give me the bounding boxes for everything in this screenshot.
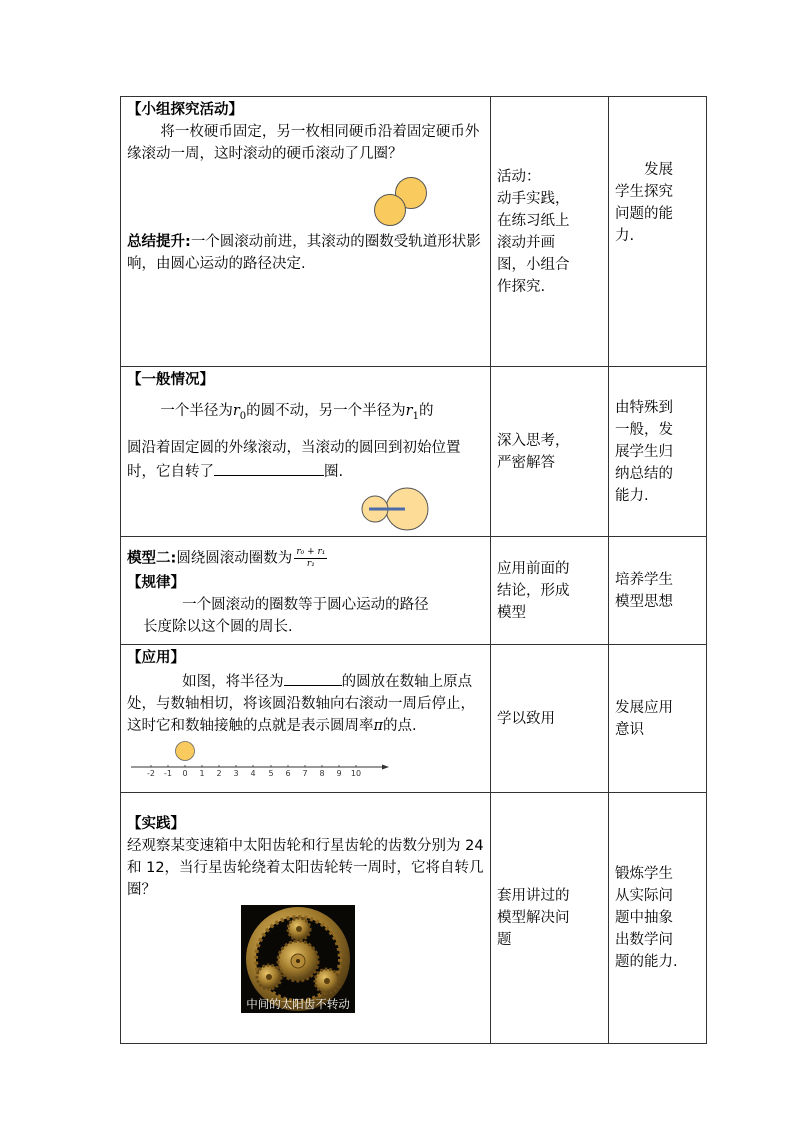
problem-text: 将一枚硬币固定，另一枚相同硬币沿着固定硬币外缘滚动一周，这时滚动的硬币滚动了几圈？ bbox=[127, 124, 480, 162]
activity-line: 滚动并画 bbox=[497, 234, 555, 251]
intent-line: 展学生归 bbox=[615, 443, 673, 460]
activity-line: 动手实践， bbox=[497, 190, 570, 207]
content-cell bbox=[121, 793, 491, 1044]
svg-text:4: 4 bbox=[250, 769, 256, 778]
svg-text:2: 2 bbox=[216, 769, 222, 778]
text-fragment: 如图，将半径为 bbox=[182, 674, 284, 690]
activity-cell bbox=[491, 793, 609, 1044]
table-row bbox=[121, 537, 707, 645]
rule-heading: 【规律】 bbox=[127, 574, 185, 591]
intent-cell bbox=[609, 367, 707, 537]
intent-line: 由特殊到 bbox=[615, 399, 673, 416]
intent-line: 纳总结的 bbox=[615, 465, 673, 482]
activity-cell bbox=[491, 645, 609, 793]
intent-text bbox=[615, 159, 702, 247]
answer-blank[interactable] bbox=[214, 459, 324, 476]
two-coins-figure bbox=[127, 165, 484, 231]
activity-cell bbox=[491, 367, 609, 537]
model-label: 模型二: bbox=[127, 550, 177, 567]
intent-line: 能力. bbox=[615, 487, 649, 504]
svg-text:8: 8 bbox=[319, 769, 325, 778]
intent-cell bbox=[609, 645, 707, 793]
intent-line: 发展应用 bbox=[615, 699, 673, 716]
activity-cell bbox=[491, 97, 609, 367]
table-row bbox=[121, 793, 707, 1044]
activity-line: 在练习纸上 bbox=[497, 212, 570, 229]
activity-line: 学以致用 bbox=[497, 710, 555, 727]
activity-line: 题 bbox=[497, 932, 512, 948]
number-line-figure bbox=[127, 737, 484, 777]
svg-text:6: 6 bbox=[285, 769, 291, 778]
activity-cell bbox=[491, 537, 609, 645]
svg-text:7: 7 bbox=[302, 769, 308, 778]
circles-diagram bbox=[355, 485, 435, 533]
problem-line-2 bbox=[127, 437, 484, 483]
activity-text bbox=[497, 430, 604, 474]
intent-line: 从实际问 bbox=[615, 888, 673, 904]
text-fragment: 圈. bbox=[324, 463, 344, 480]
intent-line: 锻炼学生 bbox=[615, 866, 673, 882]
summary-text: 一个圆滚动前进，其滚动的圈数受轨道形状影响，由圆心运动的路径决定. bbox=[127, 234, 481, 272]
activity-line: 应用前面的 bbox=[497, 560, 570, 577]
model-text: 圆绕圆滚动圈数为 bbox=[176, 550, 293, 567]
section-heading: 【小组探究活动】 bbox=[127, 101, 243, 118]
text-fragment: 的 bbox=[418, 403, 434, 419]
intent-text bbox=[615, 863, 702, 973]
text-fragment: 的圆不动，另一个半径为 bbox=[246, 403, 406, 419]
model-formula bbox=[127, 547, 484, 570]
intent-line: 出数学问 bbox=[615, 932, 673, 948]
svg-text:-2: -2 bbox=[147, 769, 155, 778]
pi-symbol: π bbox=[373, 718, 384, 734]
intent-text bbox=[615, 697, 702, 741]
problem-line-1 bbox=[127, 399, 484, 429]
content-cell bbox=[121, 537, 491, 645]
summary-label: 总结提升: bbox=[127, 234, 191, 250]
problem-text bbox=[127, 669, 484, 737]
activity-text bbox=[497, 885, 604, 951]
intent-line: 力. bbox=[615, 228, 635, 244]
intent-line: 学生探究 bbox=[615, 184, 673, 200]
r0-symbol: $r_0$ bbox=[232, 403, 247, 422]
intent-line: 培养学生 bbox=[615, 571, 673, 588]
problem-text: 经观察某变速箱中太阳齿轮和行星齿轮的齿数分别为 24 和 12，当行星齿轮绕着太阳齿轮转一周时，它将自转几圈？ bbox=[127, 838, 484, 898]
table-row bbox=[121, 645, 707, 793]
radius-blank[interactable] bbox=[284, 669, 342, 686]
svg-text:5: 5 bbox=[268, 769, 274, 778]
svg-text:10: 10 bbox=[350, 769, 362, 778]
r1-symbol: $r_1$ bbox=[405, 403, 419, 422]
planetary-gear-image bbox=[241, 905, 355, 1013]
intent-cell bbox=[609, 793, 707, 1044]
svg-text:0: 0 bbox=[182, 769, 188, 778]
content-cell bbox=[121, 645, 491, 793]
text-fragment: 的圆放在数轴上原点处，与数轴相切，将该圆沿数轴向右滚动一周后停止，这时它和数轴接触的点就是表示圆周率 bbox=[127, 674, 475, 734]
activity-line: 严密解答 bbox=[497, 454, 555, 471]
intent-cell bbox=[609, 537, 707, 645]
section-heading: 【一般情况】 bbox=[127, 371, 214, 388]
section-heading: 【实践】 bbox=[127, 815, 185, 832]
lesson-plan-table bbox=[120, 96, 707, 1044]
intent-text bbox=[615, 397, 702, 507]
intent-line: 题中抽象 bbox=[615, 910, 673, 926]
summary-paragraph bbox=[127, 231, 484, 275]
activity-line: 结论，形成 bbox=[497, 582, 570, 599]
intent-line: 模型思想 bbox=[615, 593, 673, 610]
activity-line: 模型解决问 bbox=[497, 910, 570, 926]
intent-line: 问题的能 bbox=[615, 206, 673, 222]
section-heading: 【应用】 bbox=[127, 649, 185, 666]
table-row bbox=[121, 367, 707, 537]
intent-line: 一般，发 bbox=[615, 421, 673, 438]
rule-text-1: 一个圆滚动的圈数等于圆心运动的路径 bbox=[182, 597, 429, 613]
text-fragment: 圆沿着固定圆的外缘滚动，当滚动的圆回到初始位置时，它自转了 bbox=[127, 439, 461, 480]
fraction bbox=[294, 547, 327, 570]
fraction-denominator: r₁ bbox=[306, 559, 315, 569]
two-circles-figure bbox=[127, 483, 484, 531]
intent-cell bbox=[609, 97, 707, 367]
svg-text:3: 3 bbox=[233, 769, 239, 778]
activity-line: 图，小组合 bbox=[497, 256, 570, 273]
intent-line: 题的能力. bbox=[615, 954, 678, 970]
activity-line: 套用讲过的 bbox=[497, 888, 570, 904]
coins-diagram bbox=[363, 165, 483, 231]
image-caption: 中间的太阳齿不转动 bbox=[246, 997, 350, 1011]
fraction-numerator: r₀ + r₁ bbox=[296, 547, 326, 557]
activity-text bbox=[497, 558, 604, 624]
svg-text:9: 9 bbox=[336, 769, 342, 778]
text-fragment: 的点. bbox=[383, 718, 417, 734]
activity-line: 模型 bbox=[497, 604, 526, 621]
table-row bbox=[121, 97, 707, 367]
activity-line: 活动： bbox=[497, 168, 541, 185]
content-cell bbox=[121, 97, 491, 367]
intent-line: 意识 bbox=[615, 721, 644, 738]
svg-text:1: 1 bbox=[199, 769, 205, 778]
activity-line: 作探究. bbox=[497, 278, 546, 295]
content-cell bbox=[121, 367, 491, 537]
activity-text bbox=[497, 708, 604, 730]
rule-text-2: 长度除以这个圆的周长. bbox=[143, 619, 293, 635]
number-line-diagram bbox=[127, 739, 397, 779]
svg-text:-1: -1 bbox=[164, 769, 172, 778]
activity-text bbox=[497, 166, 604, 298]
intent-text bbox=[615, 569, 702, 613]
text-fragment: 一个半径为 bbox=[160, 403, 233, 419]
activity-line: 深入思考， bbox=[497, 432, 570, 449]
intent-line: 发展 bbox=[615, 162, 673, 178]
